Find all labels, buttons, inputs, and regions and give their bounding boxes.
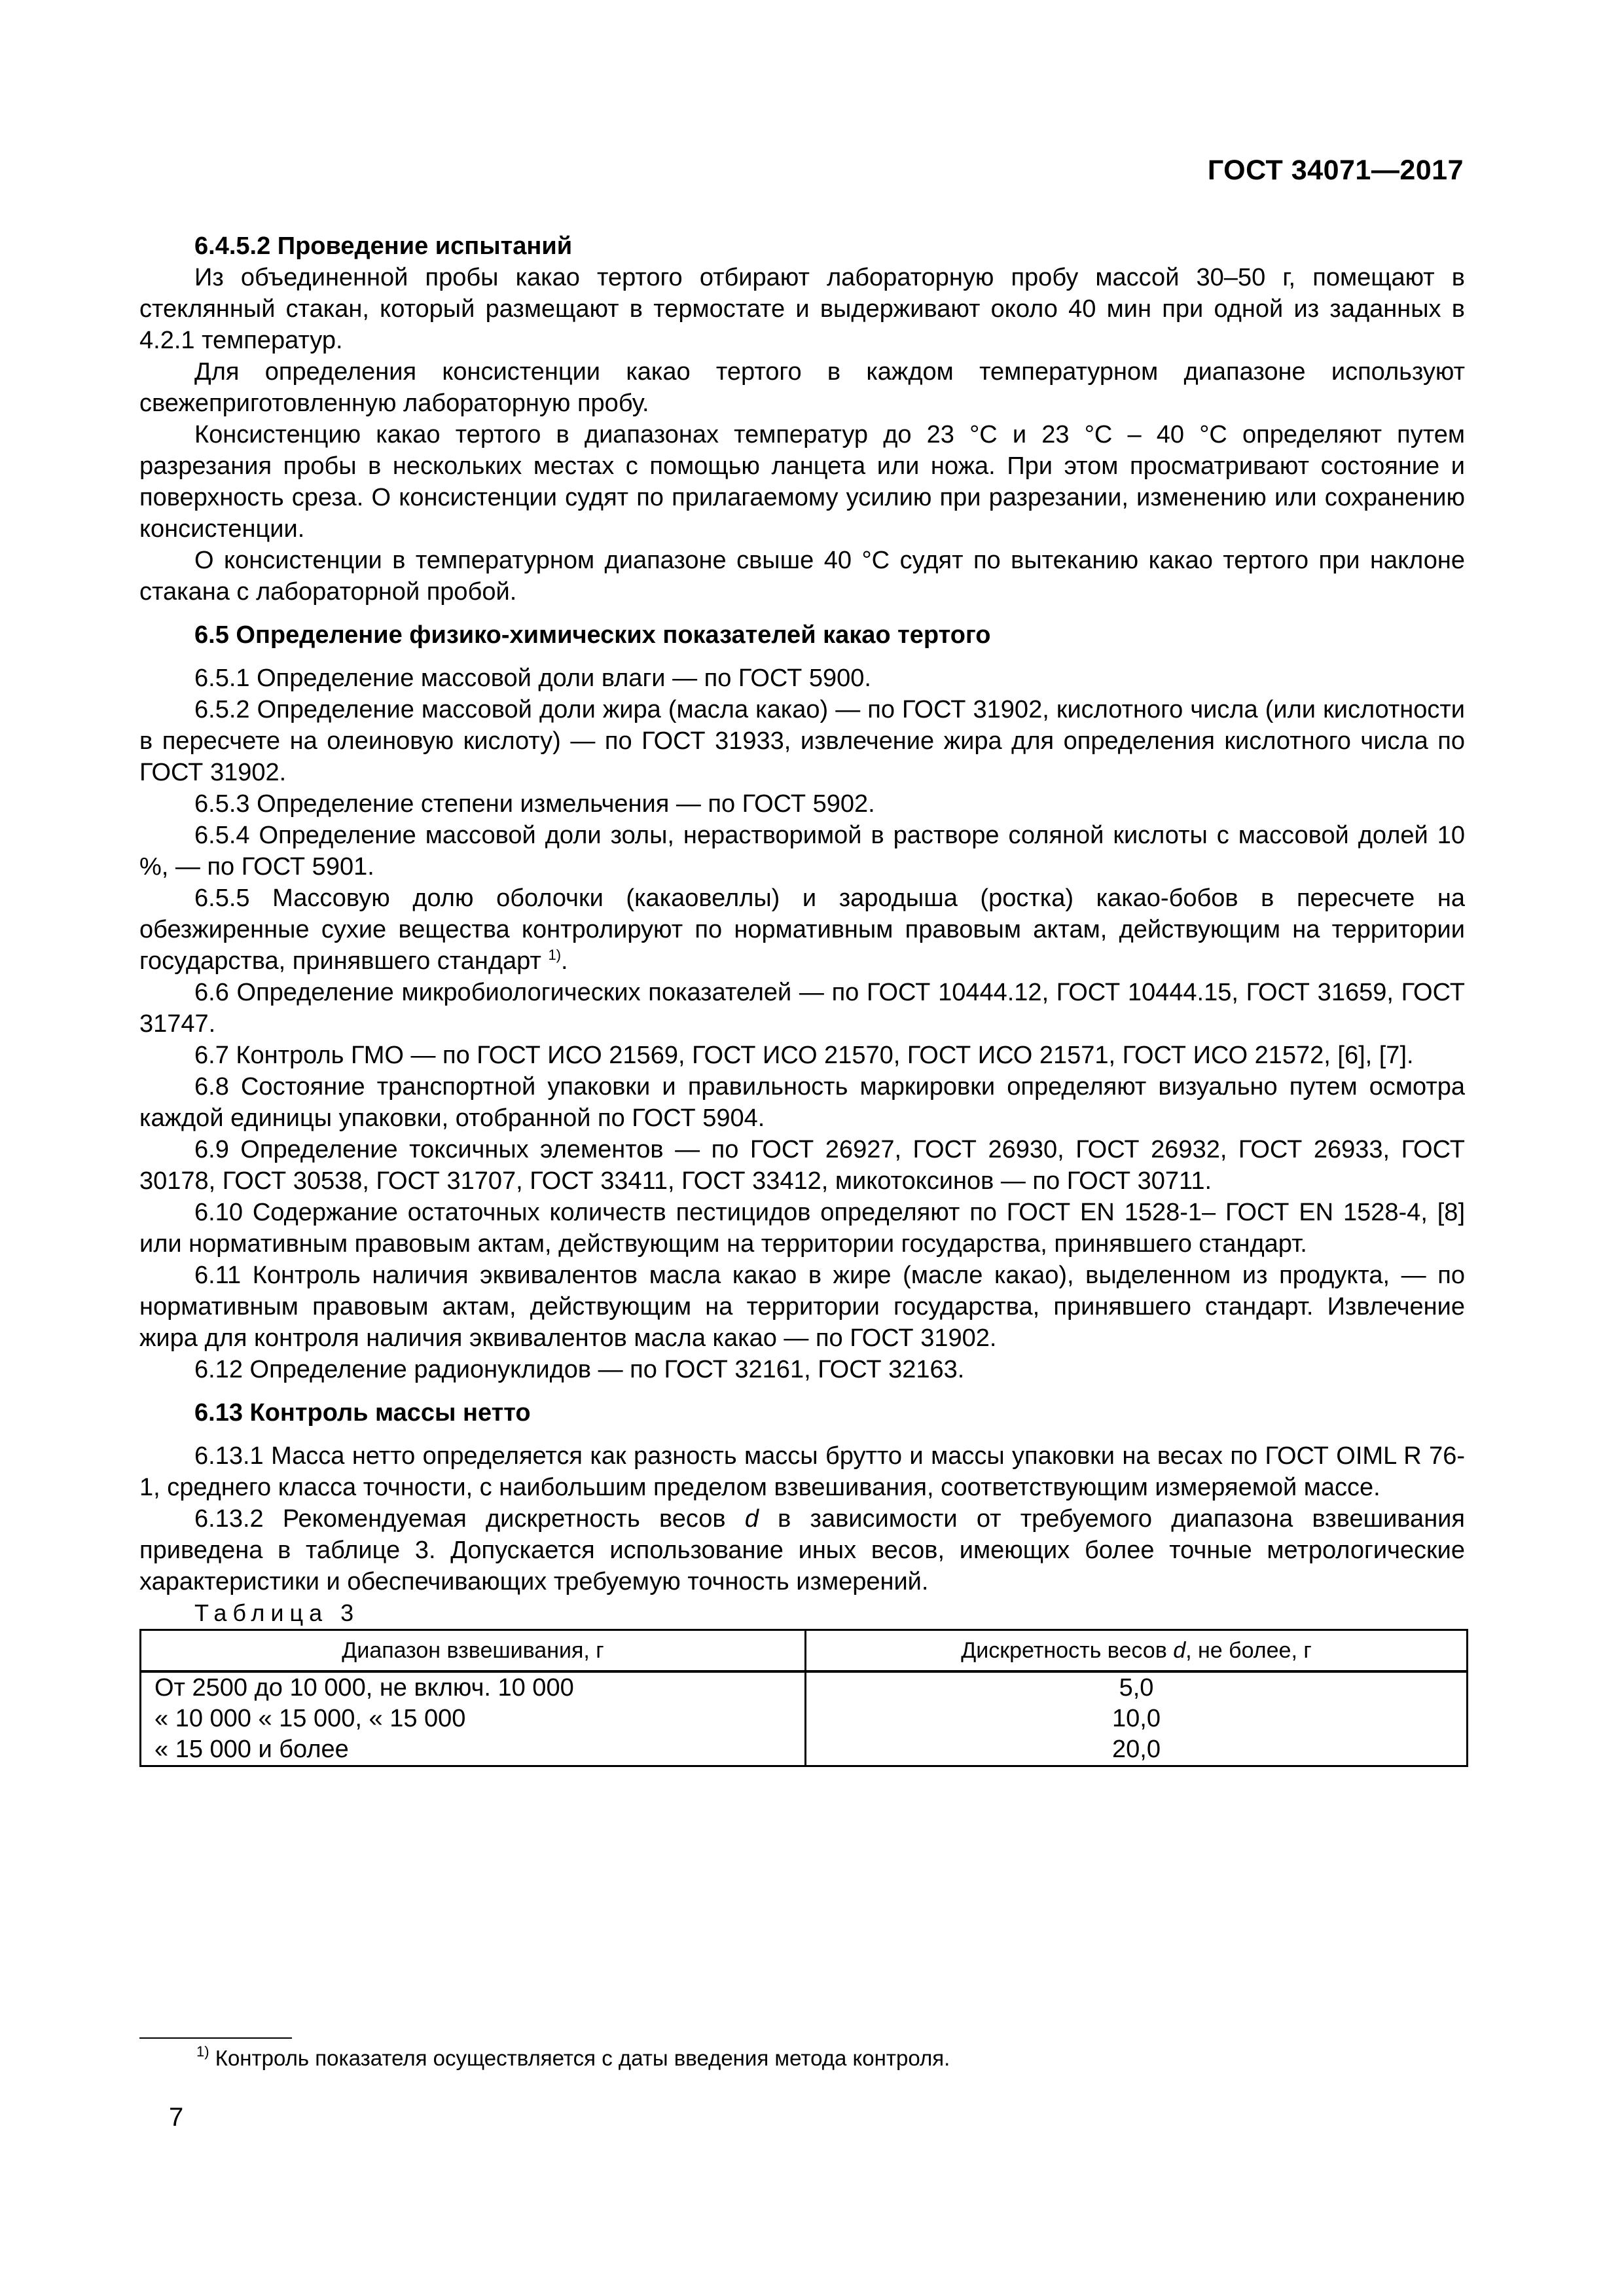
paragraph: Консистенцию какао тертого в диапазонах температур до 23 °С и 23 °С – 40 °С определяют путем разрезания пробы в нескольких местах с помощью ланцета или ножа. При этом просматривают состояние и поверхность среза. О консистенции судят по прилагаемому усилию при разрезании, изменению или сохранению консистенции.	[139, 421, 1465, 543]
cell-value: 20,0	[806, 1734, 1468, 1766]
paragraph: 6.5.4 Определение массовой доли золы, нерастворимой в растворе соляной кислоты с массовой долей 10 %, — по ГОСТ 5901.	[139, 822, 1465, 881]
table-row	[141, 1734, 1468, 1766]
paragraph: Из объединенной пробы какао тертого отбирают лабораторную пробу массой 30–50 г, помещают в стеклянный стакан, который размещают в термостате и выдерживают около 40 мин при одной из заданных в 4.2.1 температур.	[139, 264, 1465, 354]
footnote-reference: 1)	[548, 947, 562, 963]
paragraph: 6.5.1 Определение массовой доли влаги — по ГОСТ 5900.	[194, 665, 871, 692]
table-header-row	[141, 1630, 1468, 1672]
footnote	[196, 2045, 950, 2071]
paragraph: 6.9 Определение токсичных элементов — по ГОСТ 26927, ГОСТ 26930, ГОСТ 26932, ГОСТ 26933, ГОСТ 30178, ГОСТ 30538, ГОСТ 31707, ГОСТ 33411, ГОСТ 33412, микотоксинов — по ГОСТ 30711.	[139, 1136, 1465, 1195]
table-row	[141, 1671, 1468, 1704]
section-heading-6-4-5-2: 6.4.5.2 Проведение испытаний	[194, 232, 573, 260]
paragraph: 6.11 Контроль наличия эквивалентов масла какао в жире (масле какао), выделенном из продукта, — по нормативным правовым актам, действующим на территории государства, принявшего стандарт. Извлечение жира для контроля наличия эквивалентов масла какао — по ГОСТ 31902.	[139, 1262, 1465, 1352]
paragraph-text-end: .	[561, 947, 568, 975]
section-heading-6-5: 6.5 Определение физико-химических показателей какао тертого	[194, 621, 991, 649]
table-row	[141, 1704, 1468, 1734]
header-text: Дискретность весов	[961, 1637, 1174, 1663]
cell-range: « 10 000 « 15 000, « 15 000	[141, 1704, 806, 1734]
standard-number: ГОСТ 34071—2017	[1207, 155, 1464, 186]
cell-range: От 2500 до 10 000, не включ. 10 000	[141, 1671, 806, 1704]
variable-d: d	[744, 1505, 759, 1533]
paragraph: 6.6 Определение микробиологических показателей — по ГОСТ 10444.12, ГОСТ 10444.15, ГОСТ 31659, ГОСТ 31747.	[139, 979, 1465, 1038]
variable-d: d	[1173, 1637, 1186, 1663]
column-header-discreteness	[806, 1630, 1468, 1672]
cell-range: « 15 000 и более	[141, 1734, 806, 1766]
paragraph: 6.7 Контроль ГМО — по ГОСТ ИСО 21569, ГОСТ ИСО 21570, ГОСТ ИСО 21571, ГОСТ ИСО 21572, [6], [7].	[194, 1042, 1414, 1069]
footnote-text: Контроль показателя осуществляется с даты введения метода контроля.	[215, 2046, 950, 2070]
paragraph-text: 6.13.2 Рекомендуемая дискретность весов	[194, 1505, 726, 1533]
paragraph-text: 6.5.5 Массовую долю оболочки (какаовеллы) и зародыша (ростка) какао-бобов в пересчете на обезжиренные сухие вещества контролируют по нормативным правовым актам, действующим на территории государства, принявшего стандарт	[139, 884, 1465, 975]
paragraph: 6.8 Состояние транспортной упаковки и правильность маркировки определяют визуально путем осмотра каждой единицы упаковки, отобранной по ГОСТ 5904.	[139, 1073, 1465, 1132]
document-body	[139, 230, 1465, 1767]
header-text-end: , не более, г	[1185, 1637, 1312, 1663]
weighing-table	[139, 1629, 1468, 1767]
paragraph: 6.10 Содержание остаточных количеств пестицидов определяют по ГОСТ EN 1528-1– ГОСТ EN 1528-4, [8] или нормативным правовым актам, действующим на территории государства, принявшего стандарт.	[139, 1199, 1465, 1258]
paragraph-text-end: в зависимости от требуемого диапазона взвешивания приведена в таблице 3. Допускается использование иных весов, имеющих более точные метрологические характеристики и обеспечивающих требуемую точность измерений.	[139, 1505, 1465, 1595]
cell-value: 5,0	[806, 1671, 1468, 1704]
footnote-divider	[139, 2037, 292, 2039]
paragraph: 6.13.1 Масса нетто определяется как разность массы брутто и массы упаковки на весах по ГОСТ OIML R 76-1, среднего класса точности, с наибольшим пределом взвешивания, соответствующим измеряемой массе.	[139, 1442, 1465, 1501]
paragraph: Для определения консистенции какао тертого в каждом температурном диапазоне используют свежеприготовленную лабораторную пробу.	[139, 358, 1465, 417]
table-caption: Таблица 3	[194, 1599, 360, 1626]
paragraph-with-variable	[139, 1503, 1465, 1597]
paragraph: О консистенции в температурном диапазоне свыше 40 °С судят по вытеканию какао тертого при наклоне стакана с лабораторной пробой.	[139, 547, 1465, 606]
section-heading-6-13: 6.13 Контроль массы нетто	[194, 1399, 531, 1427]
paragraph-with-footnote-ref	[139, 883, 1465, 977]
paragraph: 6.5.3 Определение степени измельчения — по ГОСТ 5902.	[194, 790, 875, 818]
paragraph: 6.5.2 Определение массовой доли жира (масла какао) — по ГОСТ 31902, кислотного числа (или кислотности в пересчете на олеиновую кислоту) — по ГОСТ 31933, извлечение жира для определения кислотного числа по ГОСТ 31902.	[139, 696, 1465, 786]
page-number: 7	[169, 2103, 184, 2132]
cell-value: 10,0	[806, 1704, 1468, 1734]
footnote-mark: 1)	[196, 2043, 209, 2060]
column-header-range: Диапазон взвешивания, г	[141, 1630, 806, 1672]
paragraph: 6.12 Определение радионуклидов — по ГОСТ 32161, ГОСТ 32163.	[194, 1356, 965, 1383]
